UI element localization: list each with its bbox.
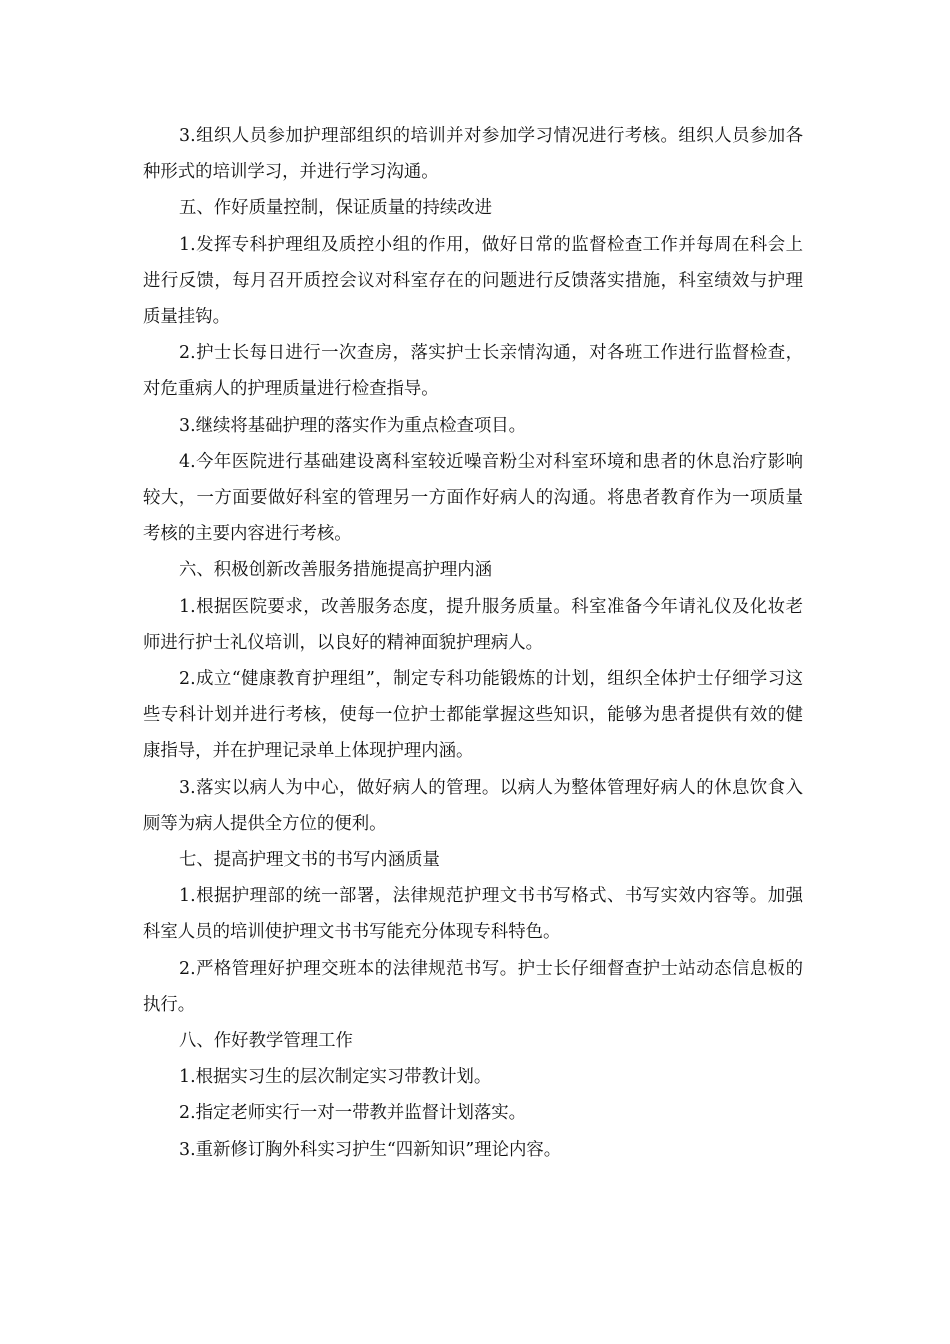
paragraph-service-attitude: 1.根据医院要求，改善服务态度，提升服务质量。科室准备今年请礼仪及化妆老师进行护士礼仪培训，以良好的精神面貌护理病人。 bbox=[143, 596, 803, 653]
section-heading-quality-control: 五、作好质量控制，保证质量的持续改进 bbox=[179, 198, 493, 219]
section-heading-teaching: 八、作好教学管理工作 bbox=[179, 1031, 353, 1052]
paragraph-basic-nursing: 3.继续将基础护理的落实作为重点检查项目。 bbox=[179, 415, 527, 436]
paragraph-handover-book: 2.严格管理好护理交班本的法律规范书写。护士长仔细督查护士站动态信息板的执行。 bbox=[143, 958, 803, 1015]
paragraph-patient-centered: 3.落实以病人为中心，做好病人的管理。以病人为整体管理好病人的休息饮食入厕等为病人提供全方位的便利。 bbox=[143, 777, 803, 834]
section-heading-service-innovation: 六、积极创新改善服务措施提高护理内涵 bbox=[179, 560, 493, 581]
paragraph-quality-group: 1.发挥专科护理组及质控小组的作用，做好日常的监督检查工作并每周在科会上进行反馈，每月召开质控会议对科室存在的问题进行反馈落实措施，科室绩效与护理质量挂钩。 bbox=[143, 234, 803, 328]
paragraph-teaching-plan: 1.根据实习生的层次制定实习带教计划。 bbox=[179, 1067, 492, 1088]
paragraph-four-new-knowledge: 3.重新修订胸外科实习护生“四新知识”理论内容。 bbox=[179, 1139, 562, 1160]
paragraph-training-assessment: 3.组织人员参加护理部组织的培训并对参加学习情况进行考核。组织人员参加各种形式的培训学习，并进行学习沟通。 bbox=[143, 126, 803, 183]
document-page bbox=[143, 118, 803, 1168]
paragraph-one-on-one: 2.指定老师实行一对一带教并监督计划落实。 bbox=[179, 1103, 527, 1124]
paragraph-health-education: 2.成立“健康教育护理组”，制定专科功能锻炼的计划，组织全体护士仔细学习这些专科计划并进行考核，使每一位护士都能掌握这些知识，能够为患者提供有效的健康指导，并在护理记录单上体现护理内涵。 bbox=[143, 669, 803, 762]
section-heading-documentation: 七、提高护理文书的书写内涵质量 bbox=[179, 850, 440, 871]
paragraph-construction-noise: 4.今年医院进行基础建设离科室较近噪音粉尘对科室环境和患者的休息治疗影响较大，一方面要做好科室的管理另一方面作好病人的沟通。将患者教育作为一项质量考核的主要内容进行考核。 bbox=[143, 451, 803, 545]
paragraph-documentation-format: 1.根据护理部的统一部署，法律规范护理文书书写格式、书写实效内容等。加强科室人员的培训使护理文书书写能充分体现专科特色。 bbox=[143, 886, 803, 943]
paragraph-head-nurse-rounds: 2.护士长每日进行一次查房，落实护士长亲情沟通，对各班工作进行监督检查，对危重病人的护理质量进行检查指导。 bbox=[143, 343, 803, 400]
